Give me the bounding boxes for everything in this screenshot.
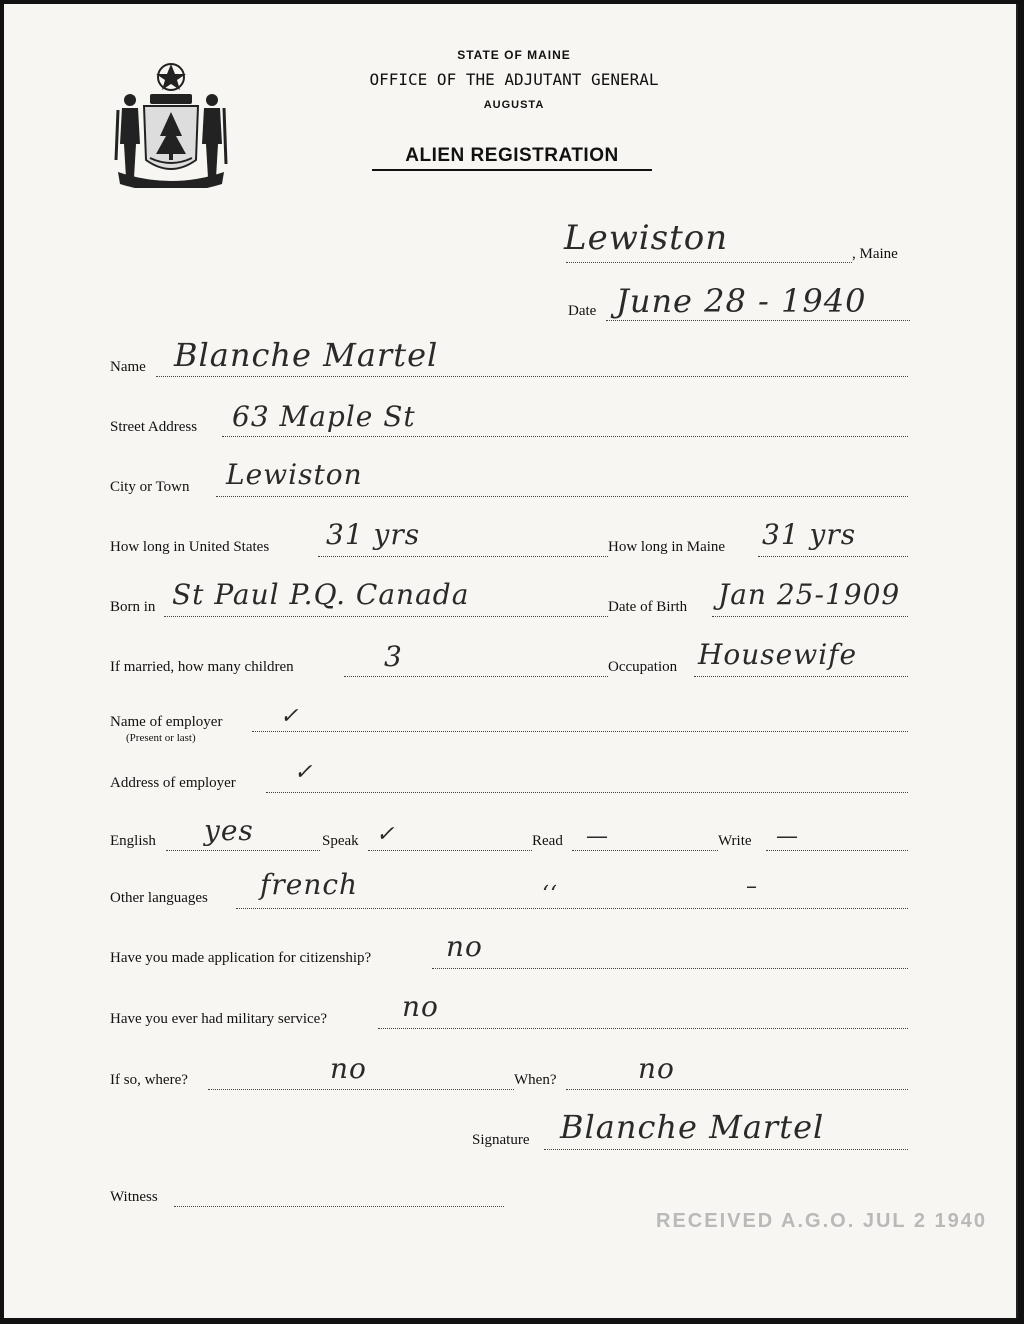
employer-name-label: Name of employer: [110, 714, 223, 730]
registration-form: [4, 4, 1018, 1318]
place-entry: Lewiston: [564, 218, 729, 258]
date-entry: June 28 - 1940: [616, 282, 867, 320]
office-heading: OFFICE OF THE ADJUTANT GENERAL: [369, 70, 659, 89]
other-languages-entry: french: [260, 868, 359, 901]
form-title: ALIEN REGISTRATION: [372, 145, 652, 171]
signature-label: Signature: [472, 1132, 530, 1148]
how-long-us-entry: 31 yrs: [326, 518, 421, 551]
how-long-us-line: [318, 556, 608, 557]
other-languages-label: Other languages: [110, 890, 208, 906]
when-entry: no: [638, 1052, 675, 1085]
speak-entry: ✓: [376, 822, 396, 847]
write-line: [766, 850, 908, 851]
received-stamp: RECEIVED A.G.O. JUL 2 1940: [656, 1210, 987, 1232]
employer-address-entry: ✓: [294, 760, 314, 785]
state-heading: STATE OF MAINE: [457, 48, 571, 62]
street-line: [222, 436, 908, 437]
city-heading: AUGUSTA: [483, 99, 545, 111]
employer-name-line: [252, 731, 908, 732]
speak-label: Speak: [322, 833, 359, 849]
name-entry: Blanche Martel: [174, 336, 439, 374]
born-in-entry: St Paul P.Q. Canada: [172, 578, 470, 611]
employer-name-entry: ✓: [280, 704, 300, 729]
street-entry: 63 Maple St: [232, 400, 416, 433]
street-label: Street Address: [110, 419, 198, 435]
occupation-entry: Housewife: [698, 638, 858, 671]
read-line: [572, 850, 718, 851]
place-line: [566, 262, 852, 263]
military-entry: no: [402, 990, 439, 1023]
write-label: Write: [718, 833, 752, 849]
signature-entry: Blanche Martel: [560, 1108, 825, 1146]
occupation-label: Occupation: [608, 659, 678, 675]
occupation-line: [694, 676, 908, 677]
date-of-birth-line: [712, 616, 908, 617]
citizenship-line: [432, 968, 908, 969]
employer-note: (Present or last): [126, 732, 196, 744]
how-long-me-line: [758, 556, 908, 557]
name-line: [156, 376, 908, 377]
employer-address-line: [266, 792, 908, 793]
date-label: Date: [568, 303, 597, 319]
how-long-us-label: How long in United States: [110, 539, 270, 555]
how-long-me-entry: 31 yrs: [762, 518, 857, 551]
maine-state-seal-icon: [112, 60, 230, 188]
date-of-birth-entry: Jan 25-1909: [718, 578, 901, 611]
when-line: [566, 1089, 908, 1090]
citizenship-label: Have you made application for citizenship?: [110, 950, 372, 966]
english-entry: yes: [204, 814, 254, 847]
witness-line: [174, 1206, 504, 1207]
write-entry: —: [776, 824, 799, 849]
how-long-me-label: How long in Maine: [608, 539, 726, 555]
military-line: [378, 1028, 908, 1029]
signature-line: [544, 1149, 908, 1150]
city-label: City or Town: [110, 479, 190, 495]
children-entry: 3: [384, 640, 403, 673]
military-label: Have you ever had military service?: [110, 1011, 327, 1027]
other-languages-line: [236, 908, 908, 909]
when-label: When?: [514, 1072, 557, 1088]
other-read-entry: ‘‘: [542, 882, 558, 907]
where-line: [208, 1089, 514, 1090]
witness-label: Witness: [110, 1189, 158, 1205]
read-label: Read: [532, 833, 563, 849]
date-of-birth-label: Date of Birth: [608, 599, 688, 615]
children-label: If married, how many children: [110, 659, 294, 675]
speak-line: [368, 850, 532, 851]
citizenship-entry: no: [446, 930, 483, 963]
city-entry: Lewiston: [226, 458, 363, 491]
read-entry: —: [586, 824, 609, 849]
english-label: English: [110, 833, 156, 849]
name-label: Name: [110, 359, 146, 375]
where-label: If so, where?: [110, 1072, 188, 1088]
born-in-label: Born in: [110, 599, 156, 615]
where-entry: no: [330, 1052, 367, 1085]
date-line: [606, 320, 910, 321]
children-line: [344, 676, 608, 677]
born-in-line: [164, 616, 608, 617]
city-line: [216, 496, 908, 497]
other-write-entry: –: [746, 874, 758, 899]
english-line: [166, 850, 320, 851]
employer-address-label: Address of employer: [110, 775, 236, 791]
maine-label: , Maine: [852, 246, 898, 262]
